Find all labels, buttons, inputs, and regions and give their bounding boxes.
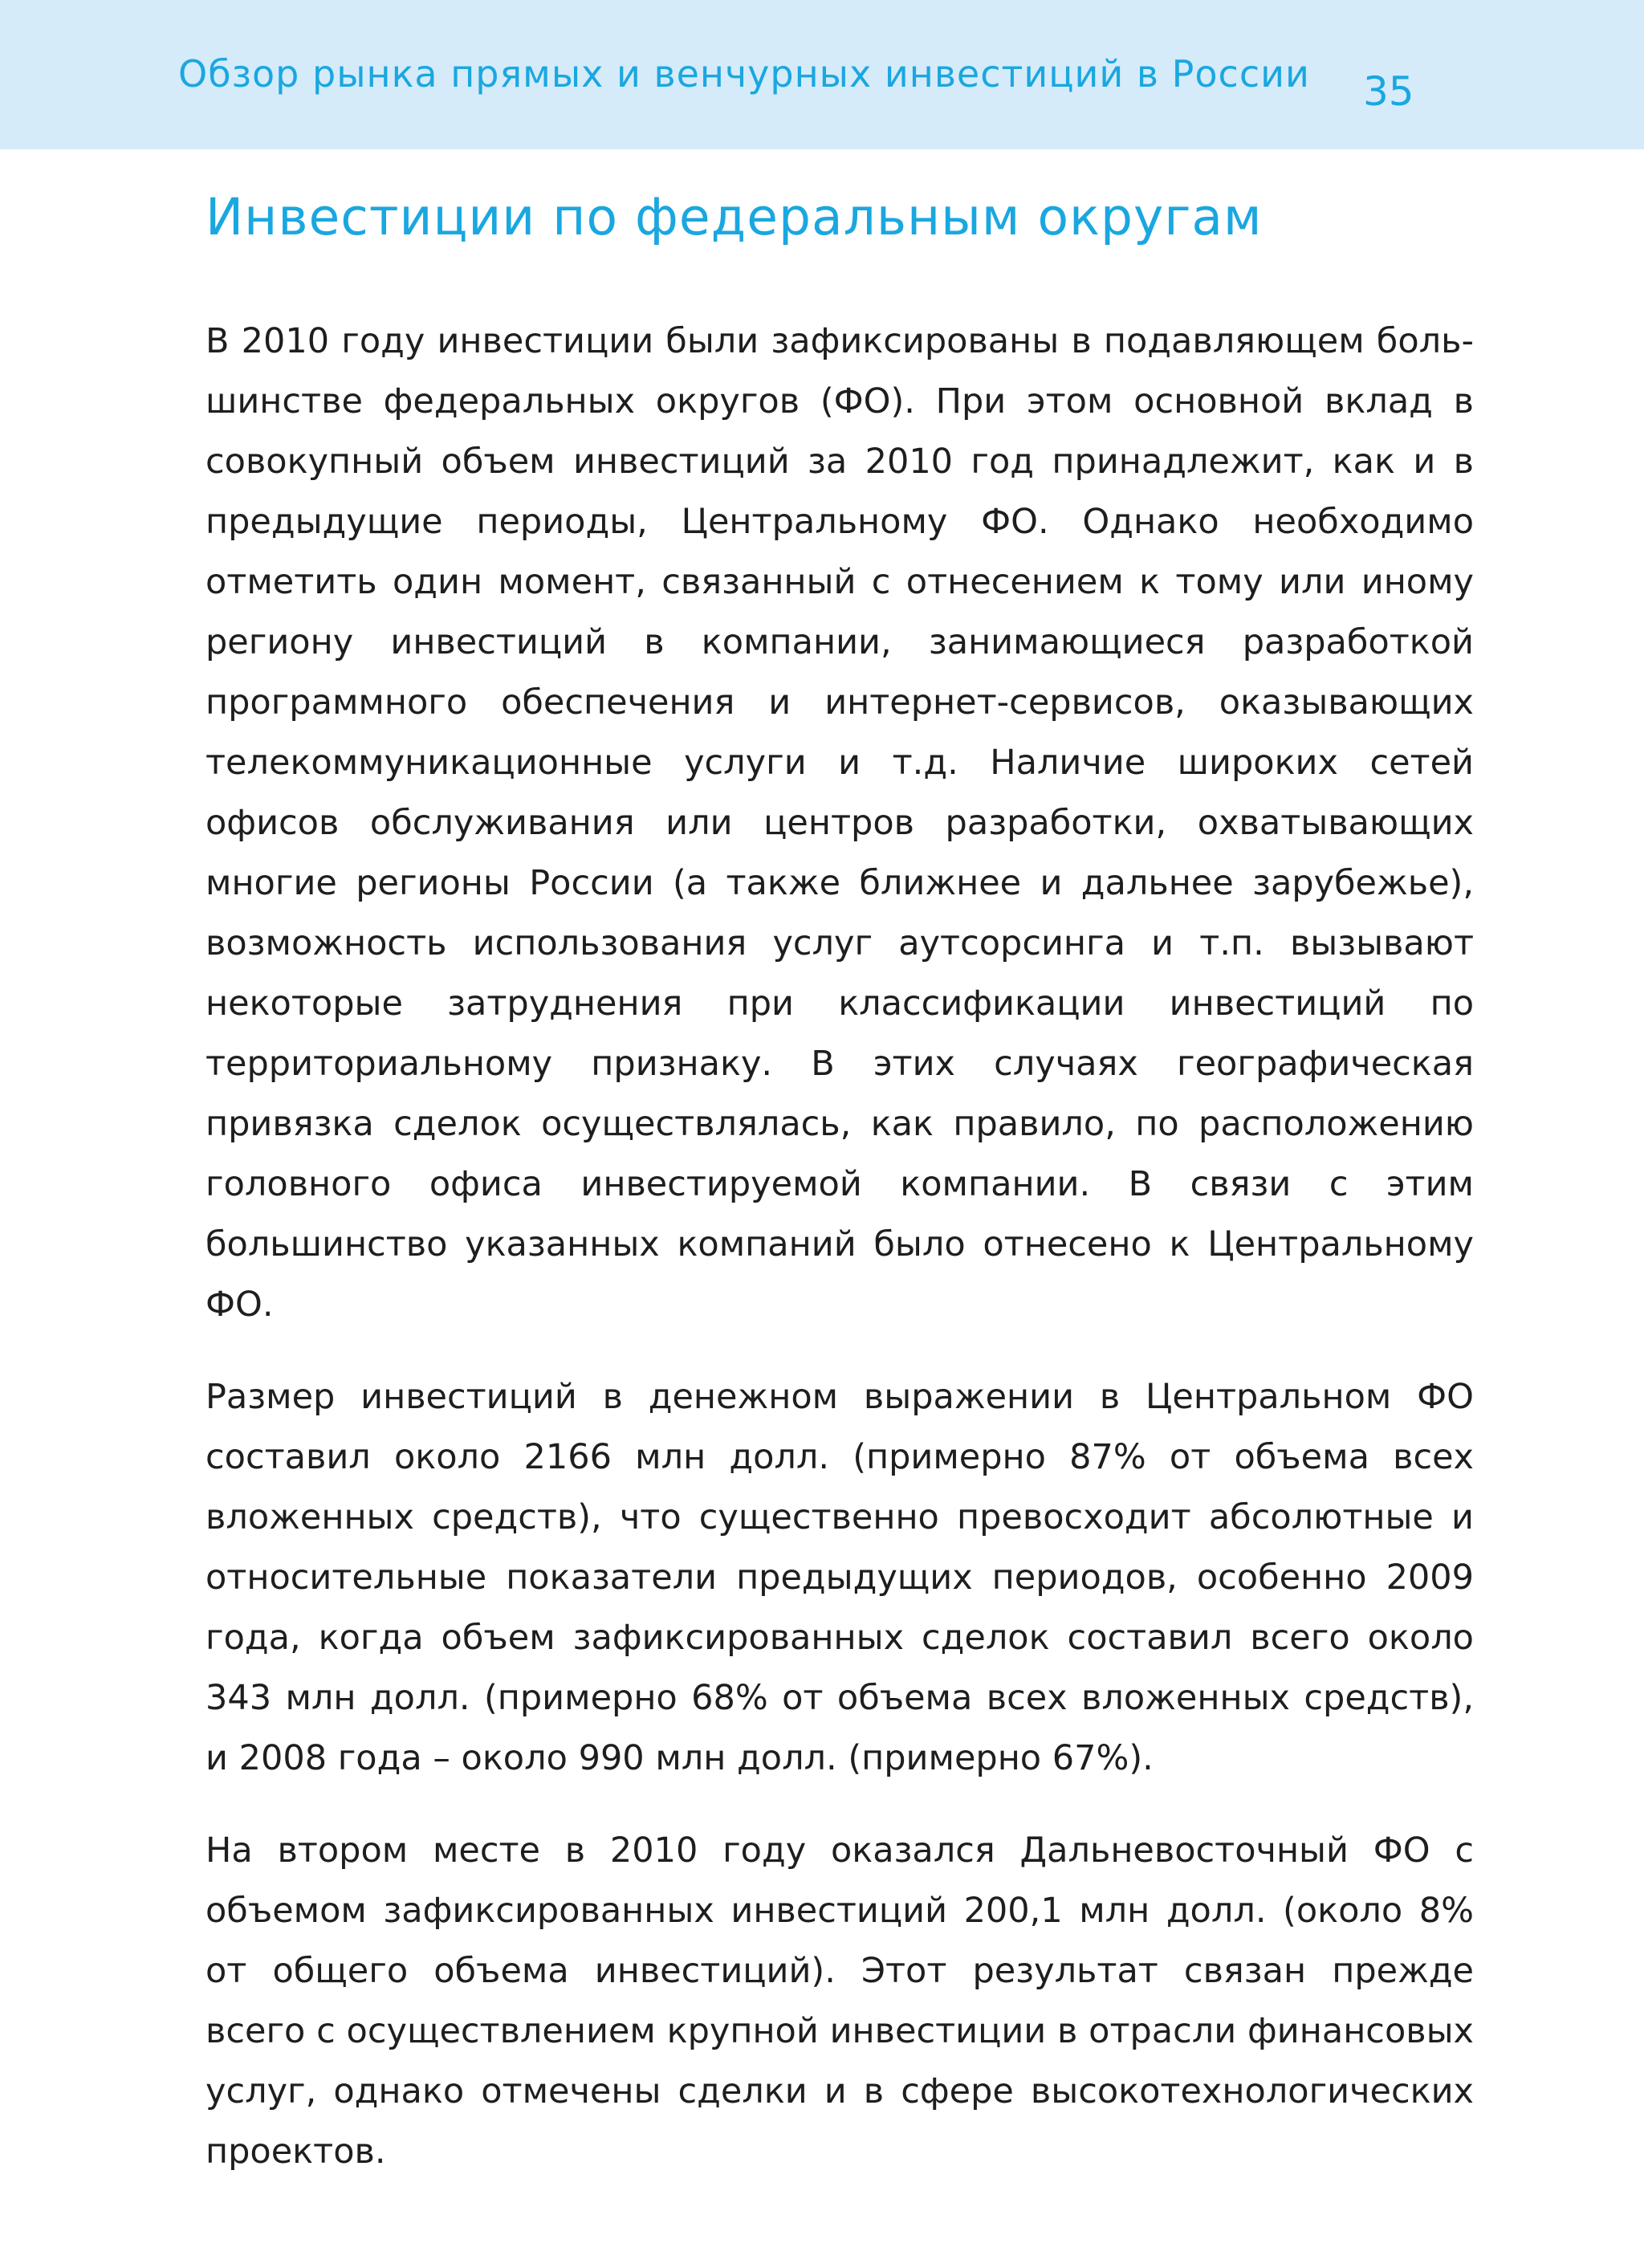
page-header — [0, 0, 1644, 149]
page-number: 35 — [1363, 68, 1414, 115]
body-text — [206, 311, 1474, 2214]
running-title: Обзор рынка прямых и венчурных инвестиций в России — [178, 52, 1310, 96]
section-title: Инвестиции по федеральным округам — [206, 188, 1263, 246]
paragraph: В 2010 году инвестиции были зафиксированы в подавляющем большинстве федеральных округов (ФО). При этом основной вклад в совокупный объем инвестиций за 2010 год принадлежит, как и в предыдущие периоды, Центральному ФО. Однако необходимо отметить один момент, связанный с отнесением к тому или иному региону инвестиций в компании, занимающиеся разработкой программного обеспечения и интернет-сервисов, оказывающих телекоммуникационные услуги и т.д. Наличие широких сетей офисов обслуживания или центров разработки, охватывающих многие регионы России (а также ближнее и дальнее зарубежье), возможность использования услуг аутсорсинга и т.п. вызывают некоторые затруднения при классификации инвестиций по территориальному признаку. В этих случаях географическая привязка сделок осуществлялась, как правило, по расположению головного офиса инвестируемой компании. В связи с этим большинство указанных компаний было отнесено к Центральному ФО. — [206, 321, 1474, 1325]
paragraph: На втором месте в 2010 году оказался Дальневосточный ФО с объемом зафиксированных инвестиций 200,1 млн долл. (около 8% от общего объема инвестиций). Этот результат связан прежде всего с осуществлением крупной инвестиции в отрасли финансовых услуг, однако отмечены сделки и в сфере высокотехнологических проектов. — [206, 1830, 1474, 2172]
paragraph: Размер инвестиций в денежном выражении в Центральном ФО составил около 2166 млн долл. (примерно 87% от объема всех вложенных средств), что существенно превосходит абсолютные и относительные показатели предыдущих периодов, особенно 2009 года, когда объем зафиксированных сделок составил всего около 343 млн долл. (примерно 68% от объема всех вложенных средств), и 2008 года – около 990 млн долл. (примерно 67%). — [206, 1377, 1474, 1778]
